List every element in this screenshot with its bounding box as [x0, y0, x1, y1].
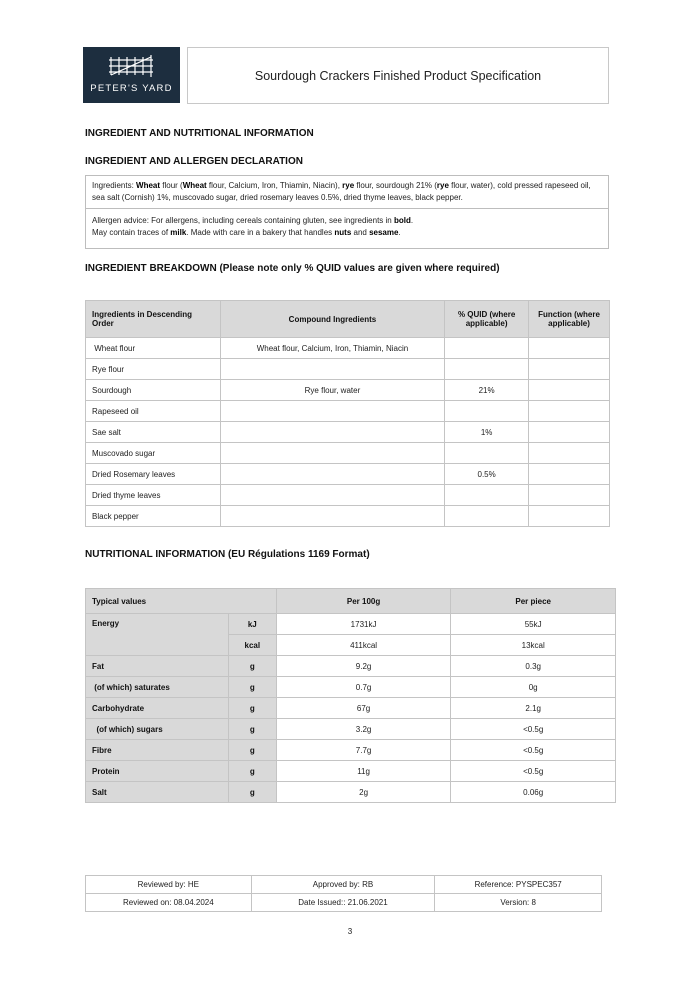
- nutrient-unit: g: [228, 761, 276, 782]
- nutrient-unit: g: [228, 740, 276, 761]
- quid-value: [445, 443, 529, 464]
- function-value: [529, 359, 610, 380]
- footer-row: [86, 876, 602, 894]
- ingredient-name: Wheat flour: [86, 338, 221, 359]
- function-value: [529, 338, 610, 359]
- function-value: [529, 401, 610, 422]
- per-100g-value: 1731kJ: [276, 614, 451, 635]
- table-row: [86, 443, 610, 464]
- compound-ingredients: [220, 464, 444, 485]
- table-row: [86, 761, 616, 782]
- table-row: [86, 401, 610, 422]
- column-header: % QUID (where applicable): [445, 301, 529, 338]
- table-row: [86, 656, 616, 677]
- column-header: Ingredients in Descending Order: [86, 301, 221, 338]
- function-value: [529, 506, 610, 527]
- nutrient-label: Fibre: [86, 740, 229, 761]
- table-row: [86, 698, 616, 719]
- compound-ingredients: [220, 401, 444, 422]
- page-number: 3: [347, 927, 353, 936]
- nutrient-label: Salt: [86, 782, 229, 803]
- compound-ingredients: Wheat flour, Calcium, Iron, Thiamin, Niacin: [220, 338, 444, 359]
- reference: Reference: PYSPEC357: [435, 876, 602, 894]
- per-piece-value: <0.5g: [451, 719, 616, 740]
- nutrient-label: Carbohydrate: [86, 698, 229, 719]
- nutrient-unit: g: [228, 719, 276, 740]
- nutrient-label: (of which) saturates: [86, 677, 229, 698]
- logo-text: PETER'S YARD: [90, 83, 173, 94]
- ingredient-name: Dried thyme leaves: [86, 485, 221, 506]
- table-header-row: [86, 589, 616, 614]
- quid-value: [445, 338, 529, 359]
- nutrient-unit: g: [228, 782, 276, 803]
- per-piece-value: 55kJ: [451, 614, 616, 635]
- reviewed-by: Reviewed by: HE: [86, 876, 252, 894]
- per-100g-value: 3.2g: [276, 719, 451, 740]
- date-issued: Date Issued:: 21.06.2021: [251, 894, 435, 912]
- table-row: [86, 740, 616, 761]
- per-piece-value: <0.5g: [451, 761, 616, 782]
- compound-ingredients: [220, 485, 444, 506]
- ingredient-name: Rye flour: [86, 359, 221, 380]
- quid-value: [445, 485, 529, 506]
- table-row: [86, 338, 610, 359]
- quid-value: [445, 359, 529, 380]
- table-row: [86, 506, 610, 527]
- nutrient-unit: g: [228, 698, 276, 719]
- table-row: [86, 359, 610, 380]
- per-piece-value: <0.5g: [451, 740, 616, 761]
- nutrition-table: [85, 588, 616, 803]
- per-100g-value: 11g: [276, 761, 451, 782]
- table-row: [86, 614, 616, 635]
- table-row: [86, 464, 610, 485]
- ingredient-breakdown-table: [85, 300, 610, 527]
- function-value: [529, 443, 610, 464]
- ingredient-name: Sourdough: [86, 380, 221, 401]
- column-header: Function (where applicable): [529, 301, 610, 338]
- nutrient-label: Energy: [86, 614, 229, 656]
- table-row: [86, 485, 610, 506]
- per-100g-value: 9.2g: [276, 656, 451, 677]
- compound-ingredients: [220, 359, 444, 380]
- breakdown-title: INGREDIENT BREAKDOWN (Please note only % QUID values are given where required): [85, 263, 500, 274]
- quid-value: 21%: [445, 380, 529, 401]
- per-piece-value: 13kcal: [451, 635, 616, 656]
- per-100g-value: 411kcal: [276, 635, 451, 656]
- nutrient-label: Protein: [86, 761, 229, 782]
- quid-value: 1%: [445, 422, 529, 443]
- ingredient-name: Sae salt: [86, 422, 221, 443]
- nutrient-unit: g: [228, 656, 276, 677]
- company-logo: [83, 47, 180, 103]
- table-row: [86, 422, 610, 443]
- per-piece-value: 0g: [451, 677, 616, 698]
- quid-value: [445, 401, 529, 422]
- table-row: [86, 677, 616, 698]
- nutrient-label: Fat: [86, 656, 229, 677]
- compound-ingredients: [220, 422, 444, 443]
- ingredients-declaration: Ingredients: Wheat flour (Wheat flour, Calcium, Iron, Thiamin, Niacin), rye flour, sourdough 21% (rye flour, water), cold pressed rapeseed oil, sea salt (Cornish) 1%, muscovado sugar, dried rosemary leaves 0.5%, dried thyme leaves, black pepper.: [85, 175, 609, 209]
- reviewed-on: Reviewed on: 08.04.2024: [86, 894, 252, 912]
- gate-logo-icon: [107, 52, 157, 82]
- allergen-advice: Allergen advice: For allergens, including cereals containing gluten, see ingredients in bold. May contain traces of milk. Made with care in a bakery that handles nuts and sesame.: [85, 208, 609, 249]
- per-100g-value: 67g: [276, 698, 451, 719]
- function-value: [529, 422, 610, 443]
- per-100g-value: 7.7g: [276, 740, 451, 761]
- ingredient-name: Muscovado sugar: [86, 443, 221, 464]
- nutrient-unit: g: [228, 677, 276, 698]
- document-control-footer: [85, 875, 602, 912]
- column-header: Compound Ingredients: [220, 301, 444, 338]
- quid-value: 0.5%: [445, 464, 529, 485]
- per-100g-value: 0.7g: [276, 677, 451, 698]
- approved-by: Approved by: RB: [251, 876, 435, 894]
- table-header-row: [86, 301, 610, 338]
- ingredient-name: Rapeseed oil: [86, 401, 221, 422]
- column-header: Per 100g: [276, 589, 451, 614]
- nutrition-title: NUTRITIONAL INFORMATION (EU Régulations 1169 Format): [85, 549, 370, 560]
- ingredient-name: Black pepper: [86, 506, 221, 527]
- compound-ingredients: Rye flour, water: [220, 380, 444, 401]
- nutrient-unit: kcal: [228, 635, 276, 656]
- per-piece-value: 2.1g: [451, 698, 616, 719]
- declaration-title: INGREDIENT AND ALLERGEN DECLARATION: [85, 156, 303, 167]
- compound-ingredients: [220, 506, 444, 527]
- nutrient-unit: kJ: [228, 614, 276, 635]
- table-row: [86, 782, 616, 803]
- per-piece-value: 0.06g: [451, 782, 616, 803]
- function-value: [529, 380, 610, 401]
- column-header: Typical values: [86, 589, 277, 614]
- function-value: [529, 485, 610, 506]
- table-row: [86, 719, 616, 740]
- column-header: Per piece: [451, 589, 616, 614]
- per-100g-value: 2g: [276, 782, 451, 803]
- nutrient-label: (of which) sugars: [86, 719, 229, 740]
- footer-row: [86, 894, 602, 912]
- version: Version: 8: [435, 894, 602, 912]
- function-value: [529, 464, 610, 485]
- section-title: INGREDIENT AND NUTRITIONAL INFORMATION: [85, 128, 314, 139]
- table-row: [86, 380, 610, 401]
- document-title: Sourdough Crackers Finished Product Specification: [187, 47, 609, 104]
- per-piece-value: 0.3g: [451, 656, 616, 677]
- compound-ingredients: [220, 443, 444, 464]
- ingredient-name: Dried Rosemary leaves: [86, 464, 221, 485]
- quid-value: [445, 506, 529, 527]
